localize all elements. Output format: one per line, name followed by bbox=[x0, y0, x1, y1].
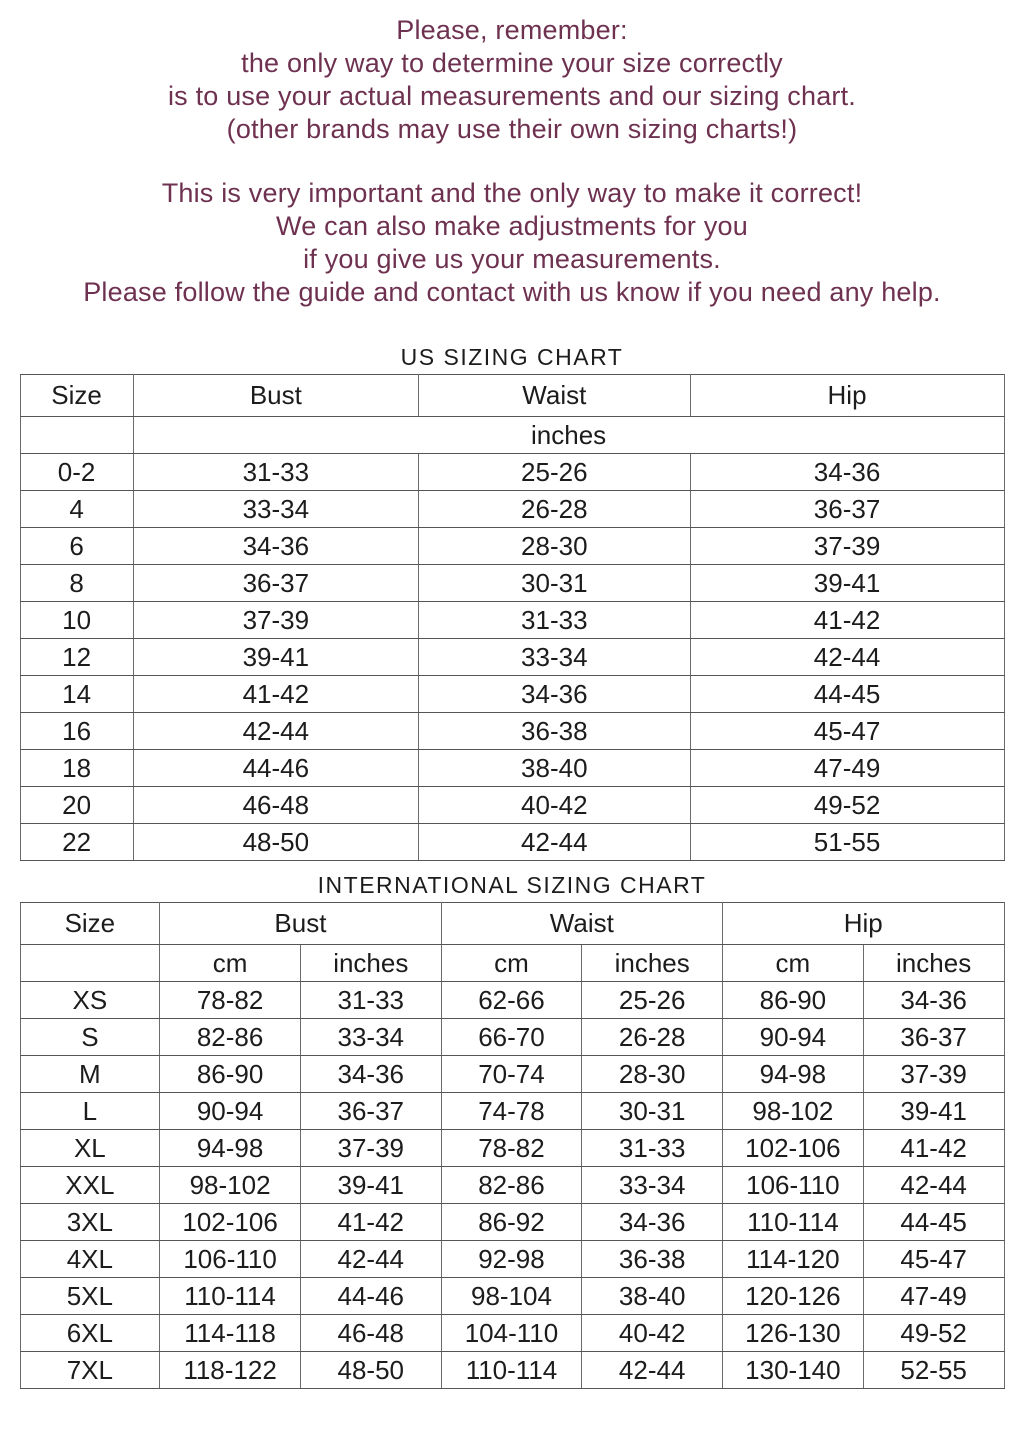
table-cell: 8 bbox=[20, 565, 133, 602]
table-cell: 25-26 bbox=[582, 982, 723, 1019]
table-row bbox=[20, 824, 1004, 861]
table-cell: 51-55 bbox=[690, 824, 1004, 861]
table-row bbox=[20, 565, 1004, 602]
table-cell: 12 bbox=[20, 639, 133, 676]
table-row bbox=[20, 1352, 1004, 1389]
table-cell: 90-94 bbox=[160, 1093, 301, 1130]
table-row bbox=[20, 676, 1004, 713]
intro-line: We can also make adjustments for you bbox=[276, 211, 748, 241]
table-cell: 92-98 bbox=[441, 1241, 582, 1278]
intl-waist-cm-label: cm bbox=[441, 945, 582, 982]
table-row bbox=[20, 602, 1004, 639]
table-cell: 4XL bbox=[20, 1241, 160, 1278]
table-cell: 42-44 bbox=[863, 1167, 1004, 1204]
table-cell: 31-33 bbox=[582, 1130, 723, 1167]
table-cell: 104-110 bbox=[441, 1315, 582, 1352]
table-cell: 42-44 bbox=[582, 1352, 723, 1389]
table-cell: 42-44 bbox=[300, 1241, 441, 1278]
table-cell: 90-94 bbox=[723, 1019, 864, 1056]
table-cell: 94-98 bbox=[160, 1130, 301, 1167]
table-cell: 41-42 bbox=[300, 1204, 441, 1241]
table-cell: 10 bbox=[20, 602, 133, 639]
table-row bbox=[20, 1167, 1004, 1204]
table-cell: 110-114 bbox=[160, 1278, 301, 1315]
table-cell: 18 bbox=[20, 750, 133, 787]
table-cell: 120-126 bbox=[723, 1278, 864, 1315]
intl-header-row bbox=[20, 903, 1004, 945]
table-cell: 34-36 bbox=[300, 1056, 441, 1093]
intro-line: Please, remember: bbox=[396, 15, 628, 45]
table-cell: 26-28 bbox=[582, 1019, 723, 1056]
table-cell: 110-114 bbox=[441, 1352, 582, 1389]
table-cell: 106-110 bbox=[723, 1167, 864, 1204]
table-cell: 36-37 bbox=[863, 1019, 1004, 1056]
table-cell: 34-36 bbox=[133, 528, 418, 565]
table-row bbox=[20, 713, 1004, 750]
intl-unit-row bbox=[20, 945, 1004, 982]
table-cell: 48-50 bbox=[300, 1352, 441, 1389]
table-cell: 114-118 bbox=[160, 1315, 301, 1352]
intl-waist-inches-label: inches bbox=[582, 945, 723, 982]
us-col-hip: Hip bbox=[690, 375, 1004, 417]
table-row bbox=[20, 454, 1004, 491]
table-cell: 40-42 bbox=[419, 787, 691, 824]
table-cell: XL bbox=[20, 1130, 160, 1167]
table-cell: 30-31 bbox=[582, 1093, 723, 1130]
us-chart-title: US SIZING CHART bbox=[400, 344, 624, 370]
table-cell: 47-49 bbox=[863, 1278, 1004, 1315]
table-cell: 36-37 bbox=[300, 1093, 441, 1130]
table-cell: 31-33 bbox=[300, 982, 441, 1019]
table-cell: 110-114 bbox=[723, 1204, 864, 1241]
table-cell: 82-86 bbox=[441, 1167, 582, 1204]
table-cell: 47-49 bbox=[690, 750, 1004, 787]
table-cell: 82-86 bbox=[160, 1019, 301, 1056]
table-cell: 41-42 bbox=[863, 1130, 1004, 1167]
us-header-row bbox=[20, 375, 1004, 417]
us-sizing-table bbox=[20, 374, 1005, 861]
table-cell: 46-48 bbox=[133, 787, 418, 824]
table-cell: 7XL bbox=[20, 1352, 160, 1389]
table-row bbox=[20, 1130, 1004, 1167]
intro-note-secondary bbox=[0, 177, 1024, 309]
table-cell: 44-46 bbox=[300, 1278, 441, 1315]
table-cell: 94-98 bbox=[723, 1056, 864, 1093]
table-row bbox=[20, 1093, 1004, 1130]
table-row bbox=[20, 639, 1004, 676]
table-row bbox=[20, 1204, 1004, 1241]
intro-line: if you give us your measurements. bbox=[303, 244, 721, 274]
table-cell: 126-130 bbox=[723, 1315, 864, 1352]
table-cell: 49-52 bbox=[863, 1315, 1004, 1352]
table-cell: 6 bbox=[20, 528, 133, 565]
table-cell: 20 bbox=[20, 787, 133, 824]
table-cell: 48-50 bbox=[133, 824, 418, 861]
intl-chart-title: INTERNATIONAL SIZING CHART bbox=[317, 872, 707, 898]
table-cell: 44-46 bbox=[133, 750, 418, 787]
table-cell: 22 bbox=[20, 824, 133, 861]
table-cell: 118-122 bbox=[160, 1352, 301, 1389]
table-cell: 37-39 bbox=[300, 1130, 441, 1167]
table-row bbox=[20, 1278, 1004, 1315]
intro-line: (other brands may use their own sizing charts!) bbox=[226, 114, 798, 144]
table-cell: L bbox=[20, 1093, 160, 1130]
table-cell: 45-47 bbox=[690, 713, 1004, 750]
table-cell: 36-37 bbox=[690, 491, 1004, 528]
table-cell: 42-44 bbox=[419, 824, 691, 861]
intl-col-size: Size bbox=[20, 903, 160, 945]
table-cell: 86-90 bbox=[160, 1056, 301, 1093]
table-cell: 49-52 bbox=[690, 787, 1004, 824]
intl-hip-inches-label: inches bbox=[863, 945, 1004, 982]
table-row bbox=[20, 528, 1004, 565]
table-cell: 130-140 bbox=[723, 1352, 864, 1389]
table-cell: S bbox=[20, 1019, 160, 1056]
table-cell: 0-2 bbox=[20, 454, 133, 491]
table-cell: 28-30 bbox=[419, 528, 691, 565]
table-cell: 62-66 bbox=[441, 982, 582, 1019]
intro-line: the only way to determine your size correctly bbox=[241, 48, 783, 78]
table-cell: 14 bbox=[20, 676, 133, 713]
table-cell: 33-34 bbox=[419, 639, 691, 676]
table-cell: 44-45 bbox=[863, 1204, 1004, 1241]
table-cell: 86-92 bbox=[441, 1204, 582, 1241]
table-cell: 3XL bbox=[20, 1204, 160, 1241]
table-cell: 98-102 bbox=[723, 1093, 864, 1130]
table-cell: 44-45 bbox=[690, 676, 1004, 713]
table-cell: 46-48 bbox=[300, 1315, 441, 1352]
intl-col-waist: Waist bbox=[441, 903, 722, 945]
table-cell: 38-40 bbox=[419, 750, 691, 787]
table-cell: 41-42 bbox=[133, 676, 418, 713]
table-cell: 6XL bbox=[20, 1315, 160, 1352]
table-cell: 33-34 bbox=[300, 1019, 441, 1056]
table-cell: 34-36 bbox=[582, 1204, 723, 1241]
table-row bbox=[20, 1056, 1004, 1093]
table-cell: 42-44 bbox=[690, 639, 1004, 676]
empty-cell bbox=[20, 417, 133, 454]
intl-sizing-table bbox=[20, 902, 1005, 1389]
intl-bust-inches-label: inches bbox=[300, 945, 441, 982]
us-col-waist: Waist bbox=[419, 375, 691, 417]
table-cell: 66-70 bbox=[441, 1019, 582, 1056]
us-col-size: Size bbox=[20, 375, 133, 417]
table-cell: 5XL bbox=[20, 1278, 160, 1315]
table-cell: 102-106 bbox=[160, 1204, 301, 1241]
table-cell: 38-40 bbox=[582, 1278, 723, 1315]
table-cell: 70-74 bbox=[441, 1056, 582, 1093]
table-cell: 42-44 bbox=[133, 713, 418, 750]
table-row bbox=[20, 1019, 1004, 1056]
us-unit-row bbox=[20, 417, 1004, 454]
table-cell: 37-39 bbox=[690, 528, 1004, 565]
table-cell: 78-82 bbox=[160, 982, 301, 1019]
table-cell: 31-33 bbox=[133, 454, 418, 491]
table-cell: 31-33 bbox=[419, 602, 691, 639]
us-col-bust: Bust bbox=[133, 375, 418, 417]
table-cell: 39-41 bbox=[690, 565, 1004, 602]
table-cell: 34-36 bbox=[863, 982, 1004, 1019]
table-row bbox=[20, 750, 1004, 787]
table-row bbox=[20, 491, 1004, 528]
table-cell: 39-41 bbox=[133, 639, 418, 676]
table-cell: 37-39 bbox=[863, 1056, 1004, 1093]
table-cell: 41-42 bbox=[690, 602, 1004, 639]
table-cell: 98-104 bbox=[441, 1278, 582, 1315]
table-cell: 45-47 bbox=[863, 1241, 1004, 1278]
table-cell: 114-120 bbox=[723, 1241, 864, 1278]
table-cell: 36-38 bbox=[419, 713, 691, 750]
table-cell: 34-36 bbox=[690, 454, 1004, 491]
table-cell: 86-90 bbox=[723, 982, 864, 1019]
table-row bbox=[20, 787, 1004, 824]
table-cell: 78-82 bbox=[441, 1130, 582, 1167]
table-cell: 34-36 bbox=[419, 676, 691, 713]
table-cell: 16 bbox=[20, 713, 133, 750]
intro-line: This is very important and the only way to make it correct! bbox=[161, 178, 863, 208]
table-cell: 106-110 bbox=[160, 1241, 301, 1278]
intro-line: Please follow the guide and contact with us know if you need any help. bbox=[83, 277, 941, 307]
table-cell: 28-30 bbox=[582, 1056, 723, 1093]
table-cell: 36-37 bbox=[133, 565, 418, 602]
intro-line: is to use your actual measurements and our sizing chart. bbox=[167, 81, 857, 111]
table-row bbox=[20, 1241, 1004, 1278]
table-cell: 40-42 bbox=[582, 1315, 723, 1352]
table-cell: 25-26 bbox=[419, 454, 691, 491]
intl-bust-cm-label: cm bbox=[160, 945, 301, 982]
table-cell: 39-41 bbox=[863, 1093, 1004, 1130]
table-cell: 102-106 bbox=[723, 1130, 864, 1167]
table-cell: 74-78 bbox=[441, 1093, 582, 1130]
intro-note-primary bbox=[0, 14, 1024, 146]
table-cell: 39-41 bbox=[300, 1167, 441, 1204]
table-cell: 36-38 bbox=[582, 1241, 723, 1278]
us-unit-label: inches bbox=[133, 417, 1004, 454]
table-row bbox=[20, 1315, 1004, 1352]
table-cell: 98-102 bbox=[160, 1167, 301, 1204]
table-cell: 33-34 bbox=[133, 491, 418, 528]
table-row bbox=[20, 982, 1004, 1019]
table-cell: XS bbox=[20, 982, 160, 1019]
table-cell: XXL bbox=[20, 1167, 160, 1204]
table-cell: 30-31 bbox=[419, 565, 691, 602]
table-cell: 26-28 bbox=[419, 491, 691, 528]
table-cell: 52-55 bbox=[863, 1352, 1004, 1389]
intl-hip-cm-label: cm bbox=[723, 945, 864, 982]
table-cell: 4 bbox=[20, 491, 133, 528]
empty-cell bbox=[20, 945, 160, 982]
intl-col-bust: Bust bbox=[160, 903, 441, 945]
table-cell: 37-39 bbox=[133, 602, 418, 639]
table-cell: 33-34 bbox=[582, 1167, 723, 1204]
table-cell: M bbox=[20, 1056, 160, 1093]
intl-col-hip: Hip bbox=[723, 903, 1004, 945]
